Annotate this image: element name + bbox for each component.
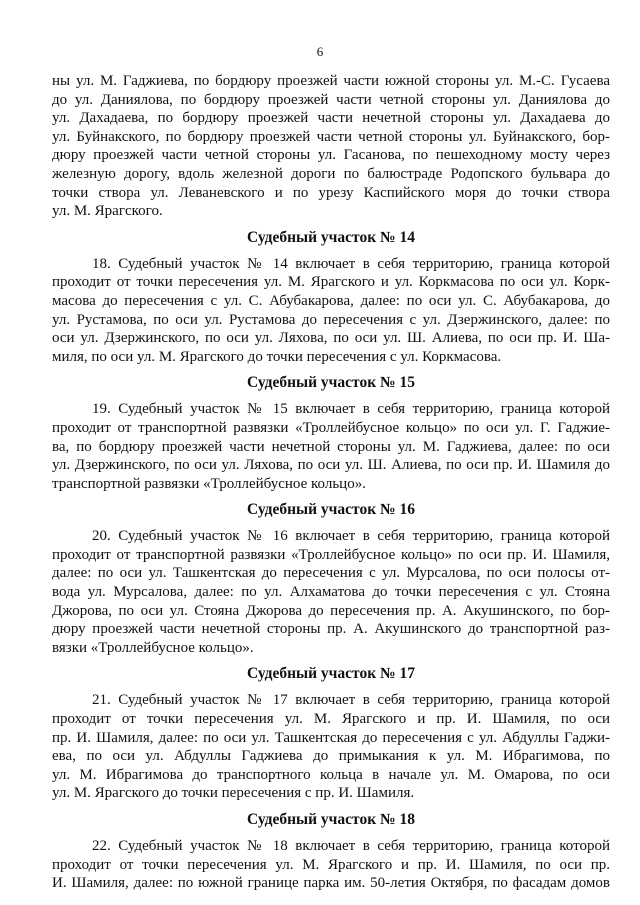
paragraph-line: ул. М. Ярагского до точки пересечения с пр. И. Шамиля.: [52, 785, 415, 802]
paragraph-line: точки створа ул. Леваневского и по урезу Каспийского моря до точки створа: [52, 184, 610, 201]
section-paragraph: [52, 400, 610, 493]
paragraph-line: железную дорогу, вдоль железной дороги по балюстраде Родопского бульвара до: [52, 165, 610, 182]
paragraph-line: проходит от транспортной развязки «Троллейбусное кольцо» по оси ул. Г. Гаджие-: [52, 419, 610, 436]
section-heading: Судебный участок № 17: [247, 665, 415, 683]
paragraph-line: ева, по оси ул. Абдуллы Гаджиева до примыкания к ул. М. Ибрагимова, по: [52, 748, 610, 765]
paragraph-line: проходит от точки пересечения ул. М. Ярагского и пр. И. Шамиля, по оси: [52, 711, 610, 728]
paragraph-line: дюру проезжей части нечетной стороны пр. А. Акушинского до транспортной раз-: [52, 621, 610, 638]
paragraph-line: дюру проезжей части четной стороны ул. Гасанова, по пешеходному мосту через: [52, 147, 610, 164]
court-section: [52, 229, 610, 367]
document-body: [52, 72, 610, 893]
paragraph-line: И. Шамиля, далее: по южной границе парка им. 50-летия Октября, по фасадам домов: [52, 875, 610, 892]
paragraph-line: ул. М. Ярагского.: [52, 203, 163, 220]
paragraph-line: проходит от точки пересечения ул. М. Ярагского и ул. Коркмасова по оси ул. Корк-: [52, 274, 610, 291]
paragraph-line: проходит от точки пересечения ул. М. Ярагского и пр. И. Шамиля, по оси пр.: [52, 856, 610, 873]
court-section: [52, 501, 610, 657]
section-heading: Судебный участок № 15: [247, 374, 415, 392]
paragraph-line: 22. Судебный участок № 18 включает в себя территорию, граница которой: [92, 838, 610, 854]
paragraph-line: миля, по оси ул. М. Ярагского до точки пересечения с ул. Коркмасова.: [52, 348, 502, 365]
paragraph-line: масова до пересечения с ул. С. Абубакарова, далее: по оси ул. С. Абубакарова, до: [52, 292, 610, 309]
paragraph-line: ул. Дзержинского, по оси ул. Ляхова, по оси ул. Ш. Алиева, по оси пр. И. Шамиля до: [52, 457, 610, 474]
paragraph-line: Джорова, по оси ул. Стояна Джорова до пересечения пр. А. Акушинского, по бор-: [52, 602, 610, 619]
paragraph-line: вязки «Троллейбусное кольцо».: [52, 639, 254, 656]
page-number: 6: [316, 44, 324, 59]
paragraph-line: 21. Судебный участок № 17 включает в себя территорию, граница которой: [92, 692, 610, 709]
paragraph-line: ул. М. Ибрагимова до транспортного кольца в начале ул. М. Омарова, по оси: [52, 766, 610, 783]
section-paragraph: [52, 837, 610, 893]
section-heading: Судебный участок № 18: [247, 811, 415, 828]
section-paragraph: [52, 527, 610, 657]
sections-container: [52, 229, 610, 893]
paragraph-line: ны ул. М. Гаджиева, по бордюру проезжей части южной стороны ул. М.-С. Гусаева: [52, 73, 610, 89]
paragraph-line: пр. И. Шамиля, далее: по оси ул. Ташкентская до пересечения с ул. Абдуллы Гаджи-: [52, 729, 610, 746]
section-heading: Судебный участок № 14: [247, 228, 415, 246]
section-heading: Судебный участок № 16: [247, 501, 415, 519]
intro-paragraph: [52, 72, 610, 221]
paragraph-line: оси ул. Дзержинского, по оси ул. Ляхова, по оси ул. Ш. Алиева, по оси пр. И. Ша-: [52, 330, 610, 347]
section-paragraph: [52, 255, 610, 367]
paragraph-line: 19. Судебный участок № 15 включает в себя территорию, граница которой: [92, 401, 610, 418]
section-paragraph: [52, 691, 610, 803]
paragraph-line: ва, по бордюру проезжей части нечетной стороны ул. М. Гаджиева, далее: по оси: [52, 438, 610, 455]
paragraph-line: до ул. Даниялова, по бордюру проезжей части четной стороны ул. Даниялова до: [52, 91, 610, 108]
paragraph-line: ул. Буйнакского, по бордюру проезжей части четной стороны ул. Буйнакского, бор-: [52, 128, 610, 145]
paragraph-line: транспортной развязки «Троллейбусное кольцо».: [52, 475, 366, 492]
court-section: [52, 665, 610, 803]
paragraph-line: ул. Дахадаева, по бордюру проезжей части нечетной стороны ул. Дахадаева до: [52, 110, 610, 127]
paragraph-line: вода ул. Мурсалова, далее: по ул. Алхаматова до точки пересечения с ул. Стояна: [52, 584, 610, 601]
paragraph-line: 18. Судебный участок № 14 включает в себя территорию, граница которой: [92, 255, 610, 272]
paragraph-line: далее: по оси ул. Ташкентская до пересечения с ул. Мурсалова, по оси полосы от-: [52, 565, 610, 582]
paragraph-line: проходит от транспортной развязки «Троллейбусное кольцо» по оси пр. И. Шамиля,: [52, 546, 610, 563]
paragraph-line: ул. Рустамова, по оси ул. Рустамова до пересечения с ул. Дзержинского, далее: по: [52, 311, 610, 328]
court-section: [52, 811, 610, 893]
court-section: [52, 374, 610, 493]
paragraph-line: 20. Судебный участок № 16 включает в себя территорию, граница которой: [92, 528, 610, 545]
